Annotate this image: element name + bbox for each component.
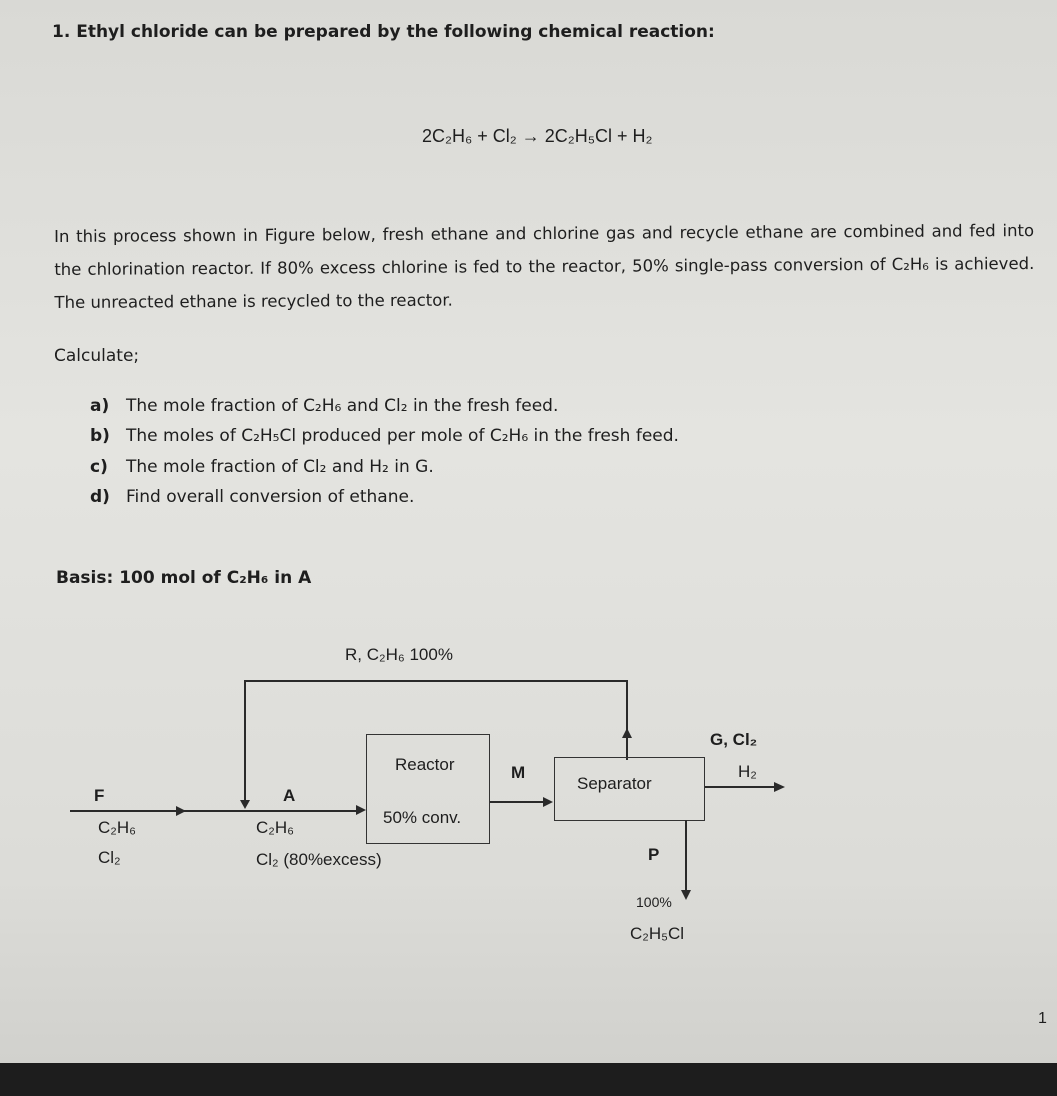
item-text: The mole fraction of C₂H₆ and Cl₂ in the fresh feed. (126, 396, 559, 416)
question-item-a (90, 396, 558, 416)
stream-a-cl2: Cl₂ (80%excess) (256, 850, 382, 869)
question-item-d (90, 487, 414, 507)
recycle-line-down (244, 680, 246, 804)
gas-outlet-line (705, 786, 775, 788)
page-number: 1 (1038, 1010, 1047, 1027)
basis-statement: Basis: 100 mol of C₂H₆ in A (56, 568, 312, 588)
feed-line (70, 810, 362, 812)
problem-paragraph: In this process shown in Figure below, fresh ethane and chlorine gas and recycle ethane are combined and fed into the chlorination reactor. If 80% excess chlorine is fed to the reactor, 50% single-pass conversion of C₂H₆ is achieved. The unreacted ethane is recycled to the reactor. (54, 221, 1035, 312)
product-arrow-icon (681, 890, 691, 900)
stream-m-line (490, 801, 546, 803)
question-item-c (90, 457, 434, 477)
item-marker: c) (90, 457, 108, 477)
product-species: C₂H₅Cl (630, 924, 685, 943)
gas-stream-label: G, Cl₂ (710, 730, 758, 749)
recycle-arrow-icon (240, 800, 250, 809)
gas-arrow-icon (774, 782, 785, 792)
feed-arrow-icon (176, 806, 186, 816)
product-percent: 100% (636, 894, 672, 910)
item-marker: a) (90, 396, 110, 416)
question-item-b (90, 426, 679, 446)
reactor-box (366, 734, 490, 844)
reactor-label: Reactor (395, 755, 455, 774)
recycle-up-arrow-icon (622, 728, 632, 738)
stream-m-arrow-icon (543, 797, 553, 807)
product-outlet-line (685, 820, 687, 892)
item-marker: b) (90, 426, 110, 446)
question-title: 1. Ethyl chloride can be prepared by the following chemical reaction: (52, 22, 715, 42)
reactor-conversion: 50% conv. (383, 808, 462, 827)
separator-box (554, 757, 705, 821)
stream-a-c2h6: C₂H₆ (256, 818, 295, 837)
stream-a-label: A (283, 786, 296, 805)
monitor-bezel (0, 1063, 1057, 1096)
item-text: Find overall conversion of ethane. (126, 487, 415, 507)
product-stream-label: P (648, 845, 660, 864)
item-text: The moles of C₂H₅Cl produced per mole of C₂H₆ in the fresh feed. (126, 426, 679, 446)
feed-stream-label: F (94, 786, 105, 805)
item-marker: d) (90, 487, 110, 507)
calculate-label: Calculate; (54, 346, 140, 366)
gas-h2: H₂ (738, 762, 757, 781)
item-text: The mole fraction of Cl₂ and H₂ in G. (126, 457, 434, 477)
separator-label: Separator (577, 774, 652, 793)
stream-m-label: M (511, 763, 526, 782)
reactor-inlet-arrow-icon (356, 805, 366, 815)
feed-c2h6: C₂H₆ (98, 818, 137, 837)
feed-cl2: Cl₂ (98, 848, 121, 867)
reaction-equation: 2C₂H₆ + Cl₂ → 2C₂H₅Cl + H₂ (422, 126, 653, 146)
recycle-line-top (244, 680, 627, 682)
recycle-label: R, C₂H₆ 100% (345, 645, 453, 664)
recycle-line-up (626, 680, 628, 760)
